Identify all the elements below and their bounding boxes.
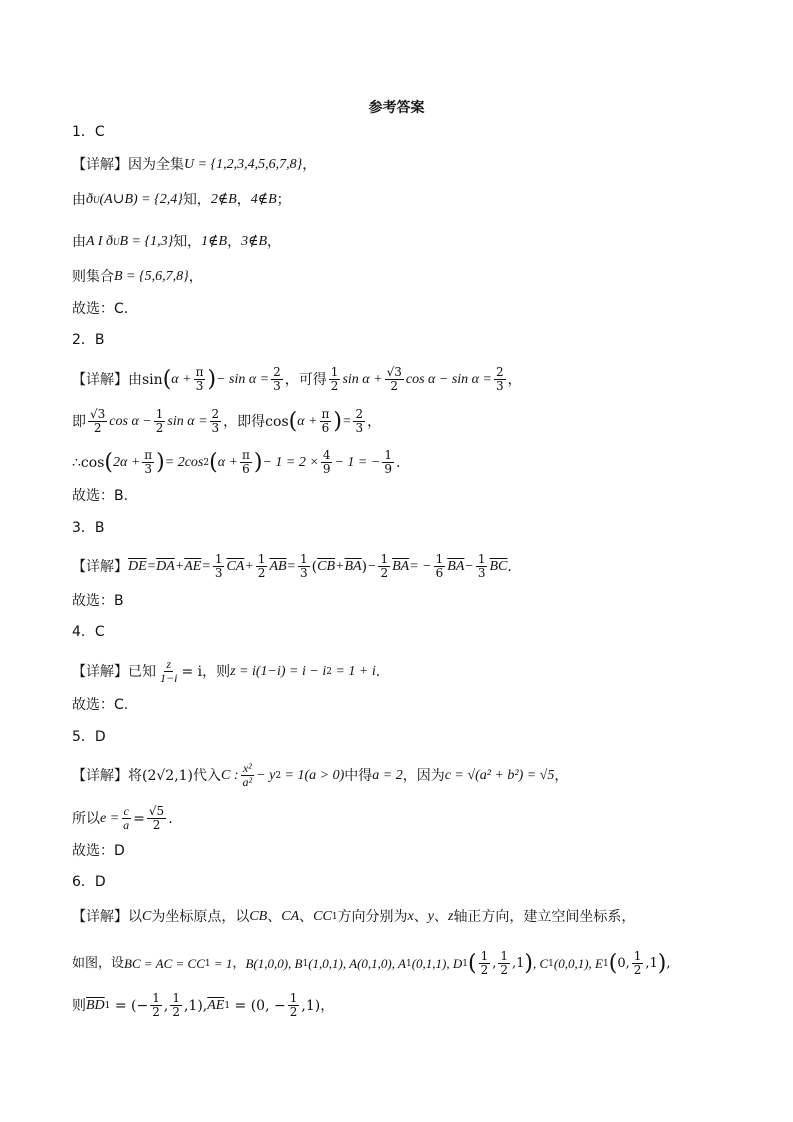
denominator: 2: [155, 421, 164, 435]
text: 【详解】因为全集: [72, 157, 184, 173]
q2-heading: 2．B: [72, 332, 105, 348]
fraction: [256, 553, 268, 580]
numerator: √3: [386, 365, 402, 379]
denominator: 2: [330, 379, 339, 393]
text: 知，: [173, 234, 202, 250]
vector: $\overline{CA}$: [226, 558, 245, 574]
math: sin: [142, 371, 163, 388]
paren: ): [207, 366, 217, 392]
vector: $\overline{CB}$: [317, 558, 335, 574]
math: (A∪B) = {2,4}: [99, 192, 183, 207]
vector: $\overline{BD}$: [86, 997, 105, 1013]
superscript: 2: [326, 666, 332, 677]
math: y: [427, 909, 434, 924]
math: a = 2: [372, 767, 403, 783]
denominator: 3: [211, 421, 220, 435]
fraction: [213, 553, 225, 580]
paren: (: [467, 950, 477, 976]
fraction: [298, 553, 310, 580]
text: 如图，设: [72, 955, 125, 971]
denominator: 9: [384, 462, 392, 476]
subscript: U: [93, 195, 100, 205]
q2-answer: 故选：B.: [72, 488, 129, 504]
numerator: 1: [500, 949, 508, 963]
denominator: 2: [480, 963, 489, 977]
text: 由: [72, 234, 86, 250]
subscript: 1: [331, 912, 338, 922]
math: ð: [86, 192, 93, 207]
denominator: 3: [477, 566, 486, 580]
math: (0,0,1), E: [553, 955, 603, 971]
q6-heading: 6．D: [72, 874, 106, 890]
fraction: [382, 449, 394, 476]
math: = 1: [210, 955, 233, 971]
fraction: [240, 449, 252, 476]
math: = (0, −: [230, 997, 286, 1014]
denominator: 6: [242, 462, 250, 476]
subscript: 1: [462, 958, 468, 969]
fraction: [170, 992, 182, 1019]
q5-line-1: [72, 762, 753, 789]
denominator: a: [123, 818, 130, 832]
math: .: [375, 663, 381, 680]
math: cos: [265, 413, 289, 430]
q2-line-1: [72, 366, 753, 393]
math: cos α − sin α =: [405, 371, 492, 387]
math: α +: [171, 371, 192, 387]
fraction: [210, 408, 222, 435]
math: sin α +: [342, 371, 383, 387]
denominator: 9: [322, 462, 331, 476]
math: +: [174, 558, 185, 574]
fraction: [476, 553, 488, 580]
numerator: 1: [480, 949, 489, 963]
text: ，: [554, 767, 569, 784]
numerator: √3: [90, 407, 106, 421]
text: 【详解】: [72, 558, 128, 575]
math: c = √(a² + b²) = √5: [444, 767, 555, 783]
paren: ): [253, 449, 263, 475]
denominator: 3: [195, 379, 204, 393]
math: x: [407, 909, 414, 924]
math: =: [342, 413, 352, 429]
math: cos: [80, 454, 105, 471]
denominator: 3: [495, 379, 504, 393]
math: =: [133, 810, 145, 827]
paren: (: [162, 366, 172, 392]
text: ，: [236, 192, 251, 208]
fraction: [88, 408, 107, 435]
math: ,: [492, 955, 497, 971]
denominator: 2: [152, 818, 161, 832]
text: ，可得: [284, 371, 327, 388]
subscript: 1: [548, 958, 554, 969]
q1-line-4: [72, 267, 753, 287]
text: ，: [507, 371, 522, 388]
numerator: 1: [633, 949, 642, 963]
math: α +: [217, 454, 238, 470]
vector: $\overline{BA}$: [447, 558, 465, 574]
text: 为坐标原点，以: [151, 909, 250, 925]
math: CA: [281, 909, 300, 924]
text: ，: [188, 269, 203, 285]
fraction: [632, 950, 644, 977]
math: +: [244, 558, 254, 574]
math: CB: [249, 909, 268, 924]
text: 所以: [72, 810, 100, 827]
math: (2√2,1): [142, 767, 194, 784]
q1-line-2: [72, 190, 753, 210]
subscript: 1: [204, 958, 211, 969]
subscript: 1: [104, 1000, 111, 1011]
math: = 1(a > 0): [281, 767, 345, 783]
math: .: [395, 454, 401, 471]
vector: $\overline{AE}$: [207, 997, 225, 1013]
math: α +: [297, 413, 318, 429]
paren: (: [288, 408, 298, 434]
text: 【详解】已知: [72, 663, 156, 680]
subscript: U: [112, 237, 120, 247]
fraction: [320, 408, 332, 435]
text: ；: [276, 192, 291, 208]
vector: $\overline{BA}$: [392, 558, 410, 574]
math: ∴: [72, 454, 81, 471]
text: ，: [232, 955, 246, 971]
numerator: 1: [384, 448, 392, 462]
math: , C: [532, 955, 549, 971]
math: z: [447, 909, 454, 924]
numerator: 4: [322, 448, 331, 462]
math: (1,0,1), A(0,1,0), A: [308, 955, 406, 971]
paren: (: [209, 449, 218, 475]
math: ,1),: [183, 997, 208, 1014]
text: 则集合: [72, 269, 114, 285]
math: +: [335, 558, 345, 574]
math: cos α −: [109, 413, 152, 429]
q6-line-3: [72, 992, 753, 1019]
text: 、: [299, 909, 314, 925]
math: 1∉B: [201, 234, 228, 249]
numerator: 1: [289, 991, 298, 1005]
vector: $\overline{BA}$: [344, 558, 362, 574]
fraction: [150, 992, 162, 1019]
math: ,1): [301, 997, 321, 1014]
q2-line-3: [72, 449, 753, 476]
fraction: [385, 366, 404, 393]
denominator: 3: [355, 421, 364, 435]
text: ，即得: [223, 413, 266, 430]
numerator: 1: [172, 991, 180, 1005]
math: − y: [256, 767, 276, 783]
math: = (−: [110, 997, 149, 1014]
math: 4∉B: [250, 192, 277, 207]
math: 2α +: [112, 454, 141, 470]
q6-line-2: [72, 950, 753, 977]
numerator: √5: [148, 804, 165, 818]
text: 即: [72, 413, 86, 430]
text: 【详解】将: [72, 767, 142, 784]
denominator: 2: [257, 566, 266, 580]
q4-line-1: [72, 658, 753, 685]
text: 【详解】以: [72, 909, 142, 925]
math: −: [367, 558, 377, 574]
q2-line-2: [72, 408, 753, 435]
q3-heading: 3．B: [72, 520, 105, 536]
denominator: 2: [500, 963, 508, 977]
q1-answer: 故选：C.: [72, 301, 129, 317]
math: ,: [163, 997, 169, 1014]
math: CC: [313, 909, 332, 924]
text: ，因为: [402, 767, 445, 784]
text: 代入: [193, 767, 222, 784]
paren: ): [333, 408, 343, 434]
math: (0,1,1), D: [411, 955, 463, 971]
math: B = {1,3}: [119, 234, 174, 249]
math: = 2cos: [164, 454, 204, 470]
fraction: [434, 553, 446, 580]
vector: $\overline{DA}$: [156, 558, 175, 574]
q1-line-1: [72, 155, 753, 175]
denominator: a²: [242, 775, 253, 789]
text: ，: [227, 234, 242, 250]
math: B = {5,6,7,8}: [114, 269, 189, 284]
subscript: 1: [405, 958, 412, 969]
text: 方向分别为: [337, 909, 408, 925]
denominator: 1−i: [160, 671, 178, 685]
math: ,1: [511, 955, 525, 971]
subscript: 1: [302, 958, 309, 969]
numerator: z: [166, 657, 172, 671]
fraction: [241, 762, 255, 789]
subscript: 1: [603, 958, 609, 969]
denominator: 6: [435, 566, 444, 580]
text: 中得: [344, 767, 373, 784]
math: = 1 + i: [331, 663, 376, 679]
denominator: 2: [172, 1005, 180, 1019]
math: B(1,0,0), B: [245, 955, 303, 971]
vector: $\overline{AE}$: [184, 558, 202, 574]
math: ): [361, 558, 368, 575]
vector: $\overline{BC}$: [489, 558, 508, 574]
text: 、: [413, 909, 428, 925]
denominator: 2: [380, 566, 389, 580]
vector: $\overline{AB}$: [269, 558, 287, 574]
numerator: 1: [155, 407, 164, 421]
denominator: 6: [321, 421, 330, 435]
numerator: 2: [211, 407, 220, 421]
q6-line-1: [72, 907, 753, 927]
numerator: x²: [242, 761, 252, 775]
superscript: 2: [203, 457, 210, 468]
text: 、: [433, 909, 448, 925]
denominator: 2: [93, 421, 102, 435]
paren: ): [156, 449, 165, 475]
fraction: [142, 449, 154, 476]
text: 轴正方向，建立空间坐标系，: [453, 909, 636, 925]
text: 【详解】由: [72, 371, 142, 388]
math: .: [507, 558, 512, 575]
math: −: [464, 558, 474, 574]
denominator: 3: [214, 566, 223, 580]
denominator: 3: [144, 462, 153, 476]
math: C :: [221, 767, 239, 783]
fraction: [479, 950, 491, 977]
math: =: [146, 558, 157, 574]
math: .: [168, 810, 173, 827]
fraction: [121, 805, 131, 832]
math: − sin α =: [216, 371, 270, 387]
math: 3∉B: [241, 234, 268, 249]
math: ,: [666, 955, 671, 971]
denominator: 2: [289, 1005, 298, 1019]
math: − 1 = 2 ×: [262, 454, 319, 470]
math: 2∉B: [210, 192, 237, 207]
q1-heading: 1．C: [72, 124, 105, 140]
numerator: 2: [495, 365, 504, 379]
math: sin α =: [167, 413, 208, 429]
denominator: 3: [273, 379, 281, 393]
q5-answer: 故选：D: [72, 843, 125, 859]
subscript: 1: [224, 1000, 231, 1011]
text: ，: [320, 997, 335, 1014]
fraction: [194, 366, 206, 393]
page-title: 参考答案: [368, 100, 425, 116]
math: BC = AC = CC: [124, 955, 205, 971]
numerator: 1: [300, 552, 308, 566]
numerator: 1: [152, 991, 160, 1005]
numerator: 2: [355, 407, 364, 421]
fraction: [498, 950, 510, 977]
fraction: [147, 805, 166, 832]
q4-heading: 4．C: [72, 624, 105, 640]
denominator: 2: [390, 379, 399, 393]
q5-line-2: [72, 805, 753, 832]
numerator: π: [195, 365, 204, 379]
math: =: [201, 558, 211, 574]
text: ，: [302, 157, 317, 173]
denominator: 2: [152, 1005, 160, 1019]
fraction: [353, 408, 365, 435]
fraction: [158, 658, 179, 685]
text: ，: [267, 234, 282, 250]
math: e =: [100, 810, 120, 826]
paren: ): [524, 950, 533, 976]
text: ，: [367, 413, 382, 430]
math: C: [142, 909, 152, 924]
q5-heading: 5．D: [72, 729, 106, 745]
q4-answer: 故选：C.: [72, 697, 129, 713]
math: U = {1,2,3,4,5,6,7,8}: [184, 157, 303, 172]
q3-answer: 故选：B: [72, 593, 124, 609]
math: = −: [409, 558, 432, 574]
text: 知，: [182, 192, 211, 208]
numerator: 2: [273, 365, 281, 379]
fraction: [271, 366, 283, 393]
denominator: 3: [300, 566, 308, 580]
numerator: π: [144, 448, 153, 462]
math: 0,: [617, 955, 630, 971]
numerator: 1: [435, 552, 444, 566]
numerator: π: [321, 407, 330, 421]
math: ,1: [645, 955, 658, 971]
paren: (: [608, 950, 618, 976]
q1-line-3: [72, 232, 753, 252]
math: (: [311, 558, 318, 575]
paren: ): [657, 950, 667, 976]
text: 由: [72, 192, 86, 208]
text: 、: [267, 909, 282, 925]
fraction: [154, 408, 166, 435]
fraction: [288, 992, 300, 1019]
vector: $\overline{DE}$: [128, 558, 147, 574]
denominator: 2: [633, 963, 642, 977]
math: z = i(1−i) = i − i: [230, 663, 327, 679]
paren: (: [104, 449, 113, 475]
text: ，则: [202, 663, 231, 680]
math: − 1 = −: [334, 454, 381, 470]
numerator: π: [242, 448, 250, 462]
text: 则: [72, 997, 86, 1014]
superscript: 2: [275, 770, 282, 781]
numerator: 1: [330, 365, 339, 379]
q3-line-1: [72, 553, 753, 580]
numerator: 1: [477, 552, 486, 566]
fraction: [494, 366, 506, 393]
fraction: [329, 366, 341, 393]
numerator: 1: [380, 552, 389, 566]
numerator: c: [123, 804, 129, 818]
math: = i: [181, 663, 203, 680]
fraction: [378, 553, 390, 580]
numerator: 1: [257, 552, 266, 566]
math: A I ð: [86, 234, 113, 249]
fraction: [321, 449, 333, 476]
math: =: [286, 558, 296, 574]
numerator: 1: [214, 552, 223, 566]
